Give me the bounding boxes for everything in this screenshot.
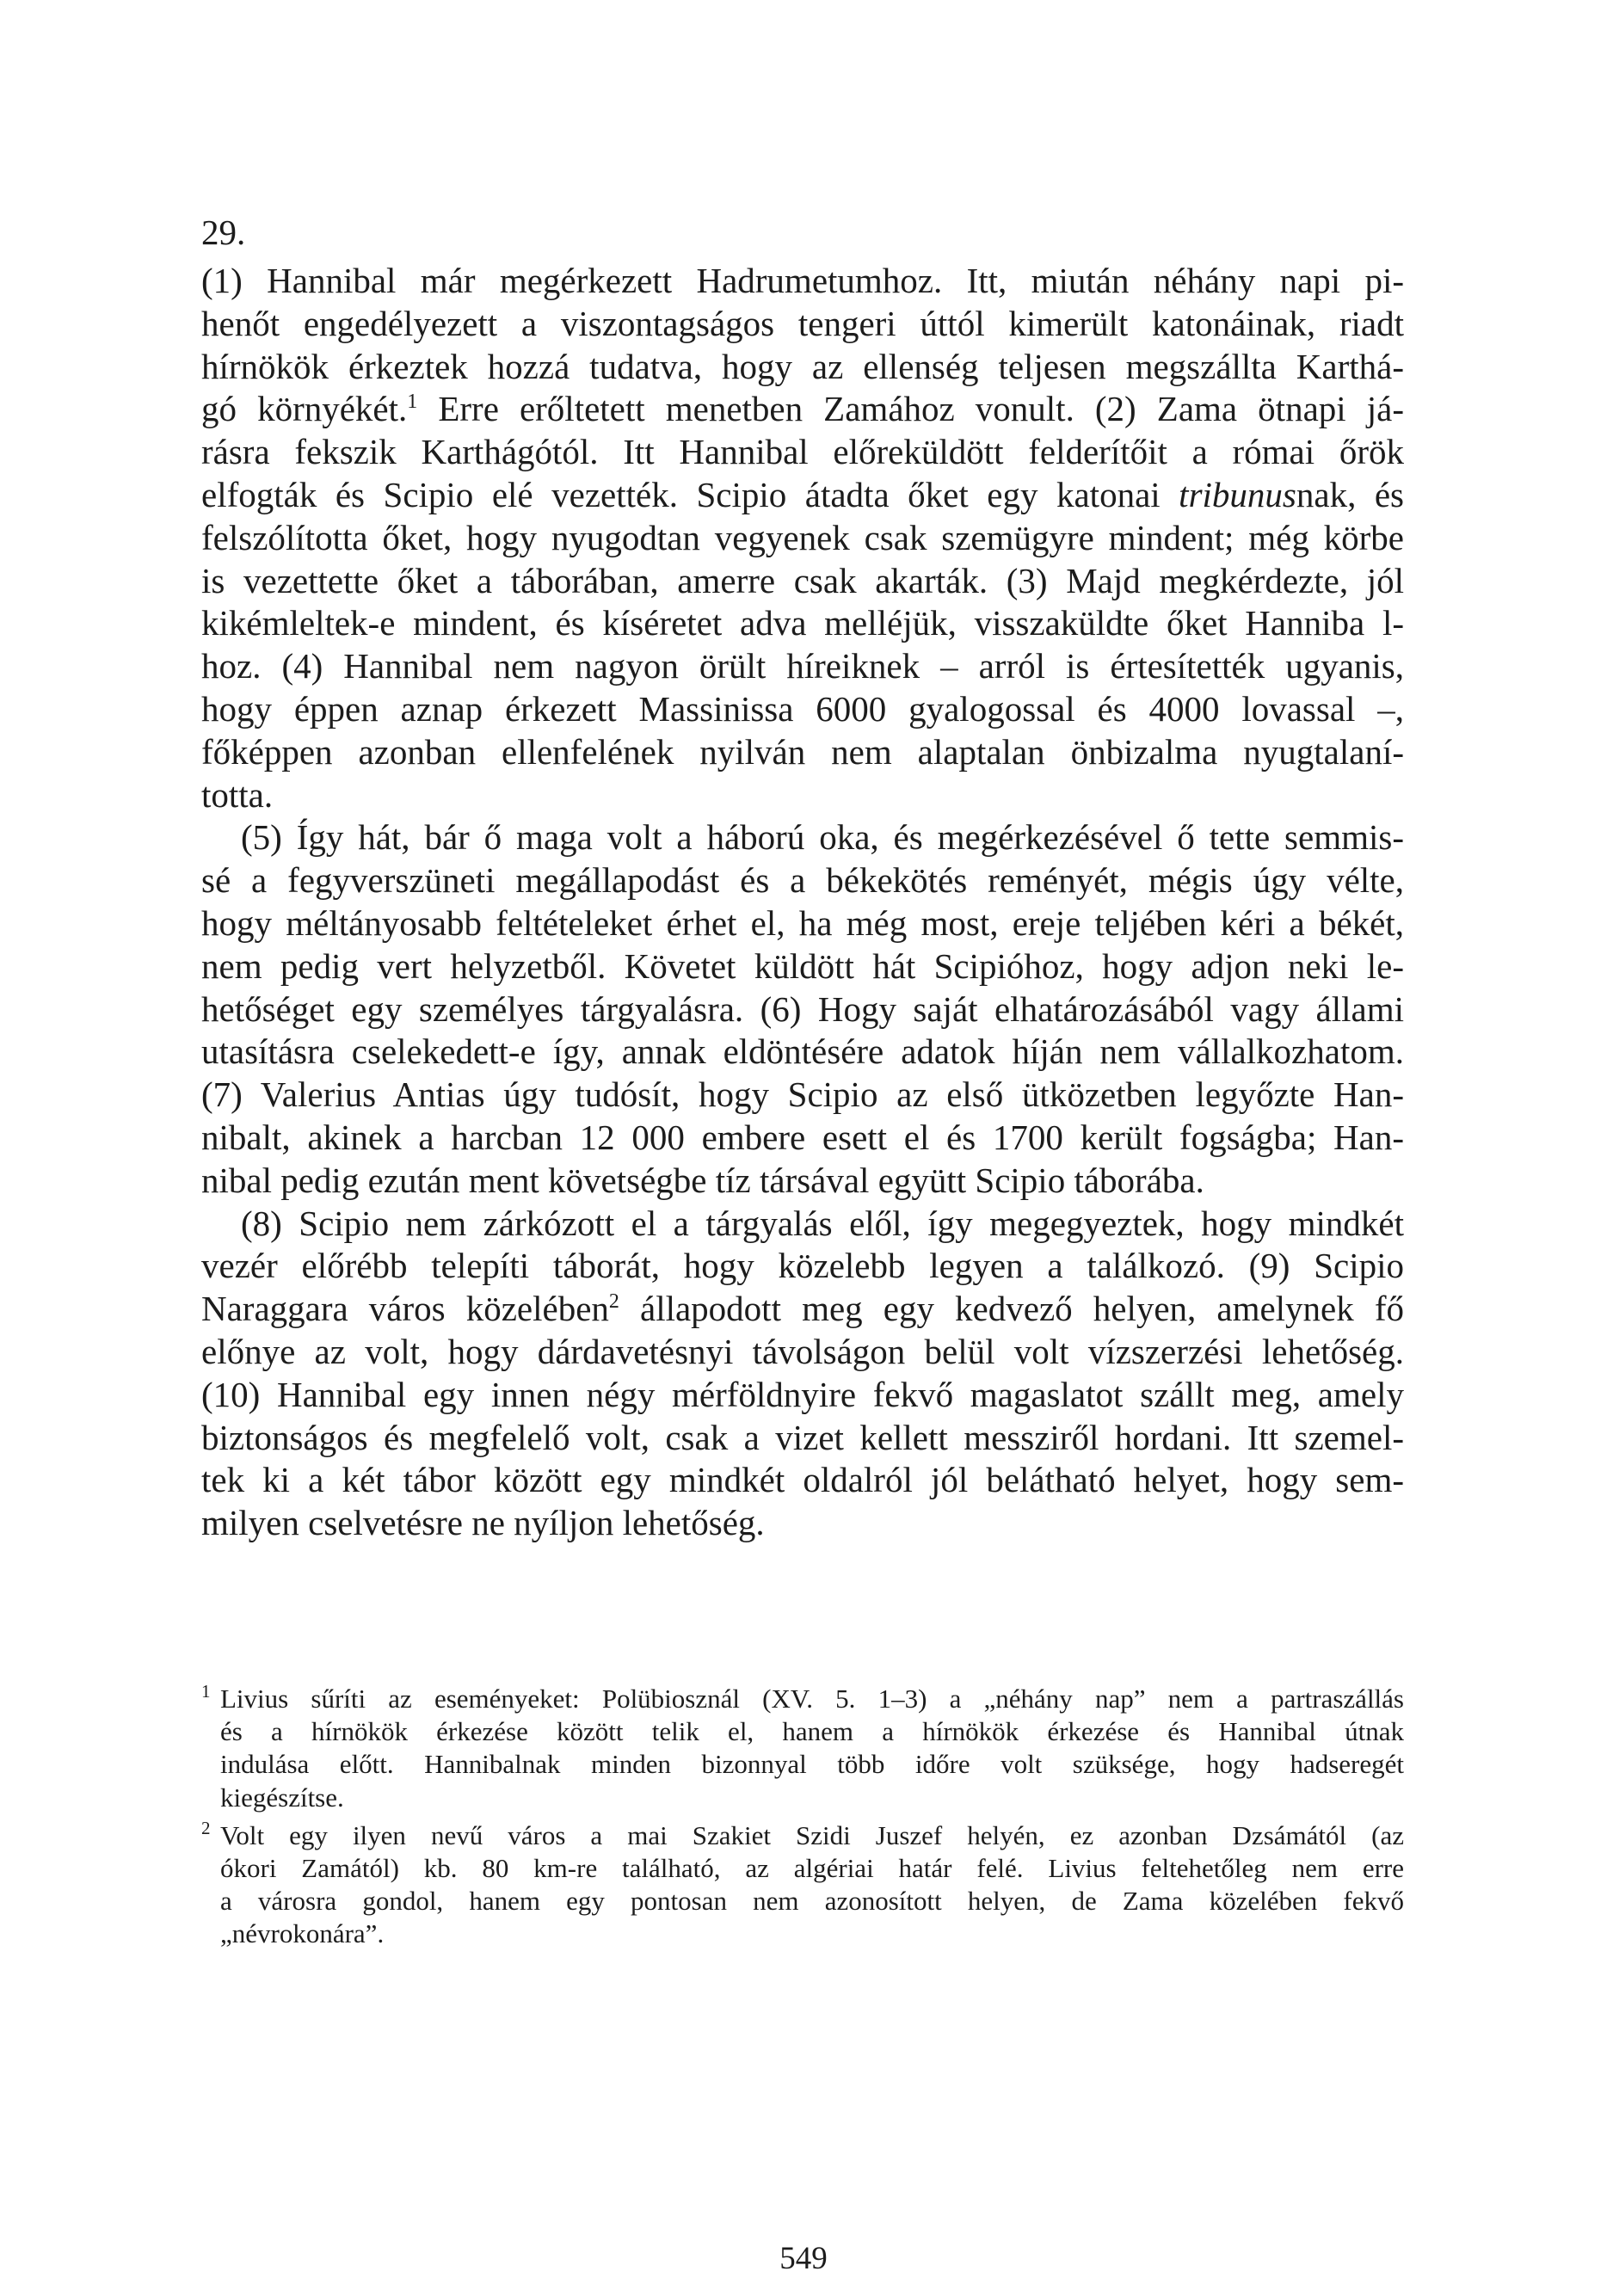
text-line: felszólította őket, hogy nyugodtan vegyenek csak szemügyre mindent; még körbe — [201, 517, 1404, 557]
footnotes — [201, 1683, 1404, 1951]
text-line: henőt engedélyezett a viszontagságos tengeri úttól kimerült katonáinak, riadt — [201, 303, 1404, 343]
footnote-line: „névrokonára”. — [220, 1918, 385, 1949]
footnote-line: ókori Zamától) kb. 80 km-re található, az algériai határ felé. Livius feltehetőleg nem erre — [220, 1852, 1404, 1883]
text-segment: Naraggara város közelében — [201, 1289, 609, 1329]
footnote-text: Volt egy ilyen nevű város a mai Szakiet Szidi Juszef helyén, ez azonban Dzsámától (az — [220, 1819, 1404, 1850]
footnote-line: indulása előtt. Hannibalnak minden bizonnyal több időre volt szüksége, hogy hadseregét — [220, 1749, 1404, 1780]
text-line: hogy éppen aznap érkezett Massinissa 6000 gyalogossal és 4000 lovassal –, — [201, 688, 1404, 729]
text-segment: Erre erőltetett menetben Zamához vonult. (2) Zama ötnapi já- — [417, 389, 1404, 429]
text-line: nem pedig vert helyzetből. Követet küldött hát Scipióhoz, hogy adjon neki le- — [201, 945, 1404, 986]
text-line: (8) Scipio nem zárkózott el a tárgyalás elől, így megegyeztek, hogy mindkét — [241, 1203, 1404, 1243]
text-line: utasításra cselekedett-e így, annak eldöntésére adatok híján nem vállalkozhatom. — [201, 1031, 1404, 1072]
text-line — [201, 474, 1404, 517]
text-line: (10) Hannibal egy innen négy mérföldnyire fekvő magaslatot szállt meg, amely — [201, 1374, 1404, 1414]
text-segment: elfogták és Scipio elé vezették. Scipio átadta őket egy katonai — [201, 474, 1179, 514]
text-line: is vezettette őket a táborában, amerre csak akarták. (3) Majd megkérdezte, jól — [201, 560, 1404, 600]
footnote-line: és a hírnökök érkezése között telik el, hanem a hírnökök érkezése és Hannibal útnak — [220, 1716, 1404, 1747]
chapter-number: 29. — [201, 212, 246, 252]
text-line: nibalt, akinek a harcban 12 000 embere esett el és 1700 került fogságba; Han- — [201, 1117, 1404, 1157]
footnote-line: kiegészítse. — [220, 1782, 344, 1813]
text-line: hírnökök érkeztek hozzá tudatva, hogy az ellenség teljesen megszállta Karthá- — [201, 346, 1404, 386]
text-line — [201, 1288, 1404, 1331]
text-line: biztonságos és megfelelő volt, csak a vizet kellett messziről hordani. Itt szemel- — [201, 1417, 1404, 1457]
text-line: vezér előrébb telepíti táborát, hogy közelebb legyen a találkozó. (9) Scipio — [201, 1246, 1404, 1286]
footnote-text: Livius sűríti az eseményeket: Polübiosznál (XV. 5. 1–3) a „néhány nap” nem a partraszállás — [220, 1684, 1404, 1714]
text-line: hoz. (4) Hannibal nem nagyon örült híreiknek – arról is értesítették ugyanis, — [201, 646, 1404, 686]
text-line: főképpen azonban ellenfelének nyilván nem alaptalan önbizalma nyugtalaní- — [201, 731, 1404, 772]
page-number: 549 — [779, 2241, 828, 2276]
text-line — [201, 388, 1404, 431]
text-line: rásra fekszik Karthágótól. Itt Hannibal előreküldött felderítőit a római őrök — [201, 432, 1404, 472]
text-line: (7) Valerius Antias úgy tudósít, hogy Scipio az első ütközetben legyőzte Han- — [201, 1074, 1404, 1115]
text-line: tek ki a két tábor között egy mindkét oldalról jól belátható helyet, hogy sem- — [201, 1460, 1404, 1500]
main-text — [201, 260, 1404, 1545]
text-segment: állapodott meg egy kedvező helyen, amelynek fő — [619, 1289, 1405, 1329]
footnote-ref: 1 — [407, 391, 418, 414]
text-line: előnye az volt, hogy dárdavetésnyi távolságon belül volt vízszerzési lehetőség. — [201, 1331, 1404, 1371]
italic-term: tribunus — [1179, 474, 1296, 514]
text-line: milyen cselvetésre ne nyíljon lehetőség. — [201, 1503, 765, 1543]
text-segment: gó környékét. — [201, 389, 408, 429]
text-line: kikémleltek-e mindent, és kíséretet adva melléjük, visszaküldte őket Hanniba l- — [201, 603, 1404, 643]
text-line: hetőséget egy személyes tárgyalásra. (6) Hogy saját elhatározásából vagy állami — [201, 988, 1404, 1029]
text-line: (5) Így hát, bár ő maga volt a háború oka, és megérkezésével ő tette semmis- — [241, 817, 1404, 858]
footnote-line: 2 Volt egy ilyen nevű város a mai Szakiet Szidi Juszef helyén, ez azonban Dzsámától (az — [201, 1817, 1404, 1850]
text-line: totta. — [201, 774, 274, 815]
footnote-ref: 2 — [608, 1290, 619, 1314]
text-line: (1) Hannibal már megérkezett Hadrumetumhoz. Itt, miután néhány napi pi- — [201, 261, 1404, 300]
text-line: hogy méltányosabb feltételeket érhet el, ha még most, ereje teljében kéri a békét, — [201, 902, 1404, 943]
text-line: sé a fegyverszüneti megállapodást és a békekötés reményét, mégis úgy vélte, — [201, 860, 1404, 901]
footnote-line: 1 Livius sűríti az eseményeket: Polübiosznál (XV. 5. 1–3) a „néhány nap” nem a partraszállás — [201, 1681, 1404, 1714]
text-line: nibal pedig ezután ment követségbe tíz társával együtt Scipio táborába. — [201, 1160, 1204, 1200]
footnote-line: a városra gondol, hanem egy pontosan nem azonosított helyen, de Zama közelében fekvő — [220, 1886, 1404, 1917]
text-segment: nak, és — [1296, 474, 1404, 514]
